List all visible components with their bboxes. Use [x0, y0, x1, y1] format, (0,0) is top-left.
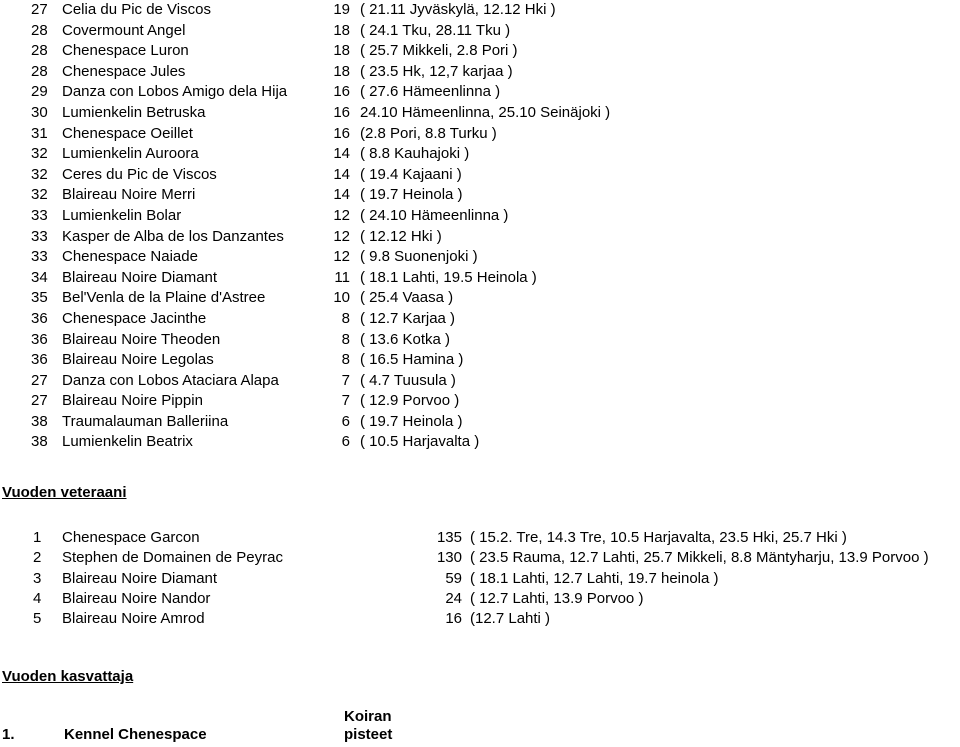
dog-name: Covermount Angel — [62, 21, 186, 39]
points-header-line1: Koiran — [344, 708, 392, 725]
points-value: 16 — [333, 124, 350, 142]
rank-number: 34 — [31, 268, 48, 286]
show-details: ( 25.4 Vaasa ) — [360, 289, 454, 307]
rank-number: 30 — [31, 103, 48, 121]
points-value: 12 — [333, 248, 350, 266]
show-details: ( 12.7 Karjaa ) — [360, 309, 456, 327]
dog-name: Ceres du Pic de Viscos — [62, 165, 217, 183]
list-item — [0, 288, 960, 309]
dog-name: Chenespace Jacinthe — [62, 309, 207, 327]
show-details: ( 23.5 Hk, 12,7 karjaa ) — [360, 62, 513, 80]
rank-number: 32 — [31, 186, 48, 204]
points-value: 16 — [333, 83, 350, 101]
points-value: 6 — [341, 412, 350, 430]
list-item — [0, 185, 960, 206]
points-value: 10 — [333, 289, 350, 307]
show-details: ( 19.7 Heinola ) — [360, 412, 463, 430]
list-item — [0, 412, 960, 433]
dog-name: Blaireau Noire Nandor — [62, 589, 211, 607]
list-item — [0, 309, 960, 330]
show-details: ( 16.5 Hamina ) — [360, 351, 464, 369]
points-value: 7 — [341, 371, 350, 389]
show-details: ( 21.11 Jyväskylä, 12.12 Hki ) — [360, 1, 556, 18]
points-value: 14 — [333, 165, 350, 183]
kasvattaja-kennel-name: Kennel Chenespace — [64, 726, 207, 743]
show-details: ( 4.7 Tuusula ) — [360, 371, 456, 389]
show-details: ( 12.7 Lahti, 13.9 Porvoo ) — [470, 589, 644, 607]
show-details: 24.10 Hämeenlinna, 25.10 Seinäjoki ) — [360, 103, 611, 121]
kasvattaja-heading: Vuoden kasvattaja — [2, 668, 134, 685]
dog-name: Chenespace Oeillet — [62, 124, 193, 142]
list-item — [0, 609, 960, 629]
rank-number: 3 — [33, 569, 42, 587]
list-item — [0, 62, 960, 83]
list-item — [0, 371, 960, 392]
rank-number: 4 — [33, 589, 42, 607]
rank-number: 1 — [33, 529, 42, 546]
list-item — [0, 206, 960, 227]
show-details: ( 9.8 Suonenjoki ) — [360, 248, 478, 266]
show-details: ( 18.1 Lahti, 12.7 Lahti, 19.7 heinola ) — [470, 569, 719, 587]
dog-name: Celia du Pic de Viscos — [62, 1, 211, 18]
list-item — [0, 432, 960, 453]
points-value: 8 — [341, 330, 350, 348]
list-item — [0, 268, 960, 289]
dog-name: Lumienkelin Auroora — [62, 145, 199, 163]
show-details: ( 25.7 Mikkeli, 2.8 Pori ) — [360, 42, 518, 60]
points-value: 59 — [445, 569, 462, 587]
rank-number: 2 — [33, 549, 42, 567]
rank-number: 5 — [33, 610, 42, 628]
rank-number: 28 — [31, 62, 48, 80]
dog-name: Stephen de Domainen de Peyrac — [62, 549, 283, 567]
dog-name: Blaireau Noire Legolas — [62, 351, 214, 369]
dog-name: Danza con Lobos Ataciara Alapa — [62, 371, 279, 389]
list-item — [0, 227, 960, 248]
points-value: 8 — [341, 309, 350, 327]
show-details: ( 23.5 Rauma, 12.7 Lahti, 25.7 Mikkeli, 8.8 Mäntyharju, 13.9 Porvoo ) — [470, 549, 929, 567]
points-value: 18 — [333, 21, 350, 39]
rank-number: 38 — [31, 433, 48, 451]
rank-number: 33 — [31, 227, 48, 245]
dog-name: Chenespace Jules — [62, 62, 186, 80]
show-details: ( 15.2. Tre, 14.3 Tre, 10.5 Harjavalta, 23.5 Hki, 25.7 Hki ) — [470, 529, 847, 546]
show-details: ( 12.9 Porvoo ) — [360, 392, 460, 410]
points-value: 11 — [334, 268, 350, 286]
list-item — [0, 528, 960, 548]
points-value: 12 — [333, 227, 350, 245]
rank-number: 32 — [31, 145, 48, 163]
points-value: 16 — [445, 610, 462, 628]
rank-number: 27 — [31, 1, 48, 18]
veteraani-list — [0, 528, 960, 629]
dog-name: Chenespace Naiade — [62, 248, 198, 266]
points-value: 16 — [333, 103, 350, 121]
rank-number: 27 — [31, 371, 48, 389]
list-item — [0, 548, 960, 568]
rank-number: 28 — [31, 21, 48, 39]
list-item — [0, 0, 960, 21]
points-value: 6 — [341, 433, 350, 451]
dog-name: Blaireau Noire Diamant — [62, 268, 218, 286]
veteraani-heading: Vuoden veteraani — [2, 484, 127, 501]
points-header-line2: pisteet — [344, 726, 393, 743]
rank-number: 29 — [31, 83, 48, 101]
list-item — [0, 589, 960, 609]
dog-name: Lumienkelin Beatrix — [62, 433, 193, 451]
list-item — [0, 82, 960, 103]
points-value: 7 — [341, 392, 350, 410]
rank-number: 27 — [31, 392, 48, 410]
points-value: 14 — [333, 145, 350, 163]
show-details: ( 13.6 Kotka ) — [360, 330, 451, 348]
rank-number: 31 — [31, 124, 48, 142]
rank-number: 35 — [31, 289, 48, 307]
points-value: 18 — [333, 62, 350, 80]
rank-number: 28 — [31, 42, 48, 60]
rank-number: 36 — [31, 351, 48, 369]
dog-name: Chenespace Garcon — [62, 529, 200, 546]
show-details: ( 10.5 Harjavalta ) — [360, 433, 480, 451]
points-value: 18 — [333, 42, 350, 60]
dog-name: Blaireau Noire Diamant — [62, 569, 218, 587]
list-item — [0, 569, 960, 589]
dog-name: Bel'Venla de la Plaine d'Astree — [62, 289, 266, 307]
dog-name: Blaireau Noire Theoden — [62, 330, 221, 348]
points-value: 135 — [436, 529, 462, 546]
rank-number: 33 — [31, 248, 48, 266]
dog-name: Traumalauman Balleriina — [62, 412, 229, 430]
show-details: ( 27.6 Hämeenlinna ) — [360, 83, 501, 101]
list-item — [0, 144, 960, 165]
rank-number: 33 — [31, 206, 48, 224]
rank-number: 32 — [31, 165, 48, 183]
list-item — [0, 247, 960, 268]
list-item — [0, 391, 960, 412]
points-value: 19 — [333, 1, 350, 18]
points-value: 24 — [445, 589, 462, 607]
dog-name: Lumienkelin Betruska — [62, 103, 206, 121]
dog-name: Blaireau Noire Amrod — [62, 610, 205, 628]
kasvattaja-rank: 1. — [2, 726, 15, 743]
rank-number: 36 — [31, 330, 48, 348]
points-value: 14 — [333, 186, 350, 204]
show-details: ( 12.12 Hki ) — [360, 227, 442, 245]
show-details: ( 24.1 Tku, 28.11 Tku ) — [360, 21, 511, 39]
points-value: 8 — [341, 351, 350, 369]
list-item — [0, 165, 960, 186]
show-details: ( 18.1 Lahti, 19.5 Heinola ) — [360, 268, 537, 286]
list-item — [0, 41, 960, 62]
rank-number: 38 — [31, 412, 48, 430]
show-details: ( 19.7 Heinola ) — [360, 186, 463, 204]
list-item — [0, 124, 960, 145]
dog-name: Blaireau Noire Pippin — [62, 392, 203, 410]
dog-name: Kasper de Alba de los Danzantes — [62, 227, 284, 245]
dog-name: Blaireau Noire Merri — [62, 186, 196, 204]
dog-name: Chenespace Luron — [62, 42, 189, 60]
show-details: (2.8 Pori, 8.8 Turku ) — [360, 124, 497, 142]
list-item — [0, 103, 960, 124]
dog-name: Danza con Lobos Amigo dela Hija — [62, 83, 288, 101]
show-details: ( 19.4 Kajaani ) — [360, 165, 462, 183]
points-value: 130 — [436, 549, 462, 567]
kasvattaja-points-header — [344, 708, 392, 744]
show-details: ( 8.8 Kauhajoki ) — [360, 145, 470, 163]
list-item — [0, 330, 960, 351]
points-value: 12 — [333, 206, 350, 224]
show-details: (12.7 Lahti ) — [470, 610, 551, 628]
list-item — [0, 21, 960, 42]
show-details: ( 24.10 Hämeenlinna ) — [360, 206, 509, 224]
list-item — [0, 350, 960, 371]
dog-name: Lumienkelin Bolar — [62, 206, 182, 224]
rank-number: 36 — [31, 309, 48, 327]
